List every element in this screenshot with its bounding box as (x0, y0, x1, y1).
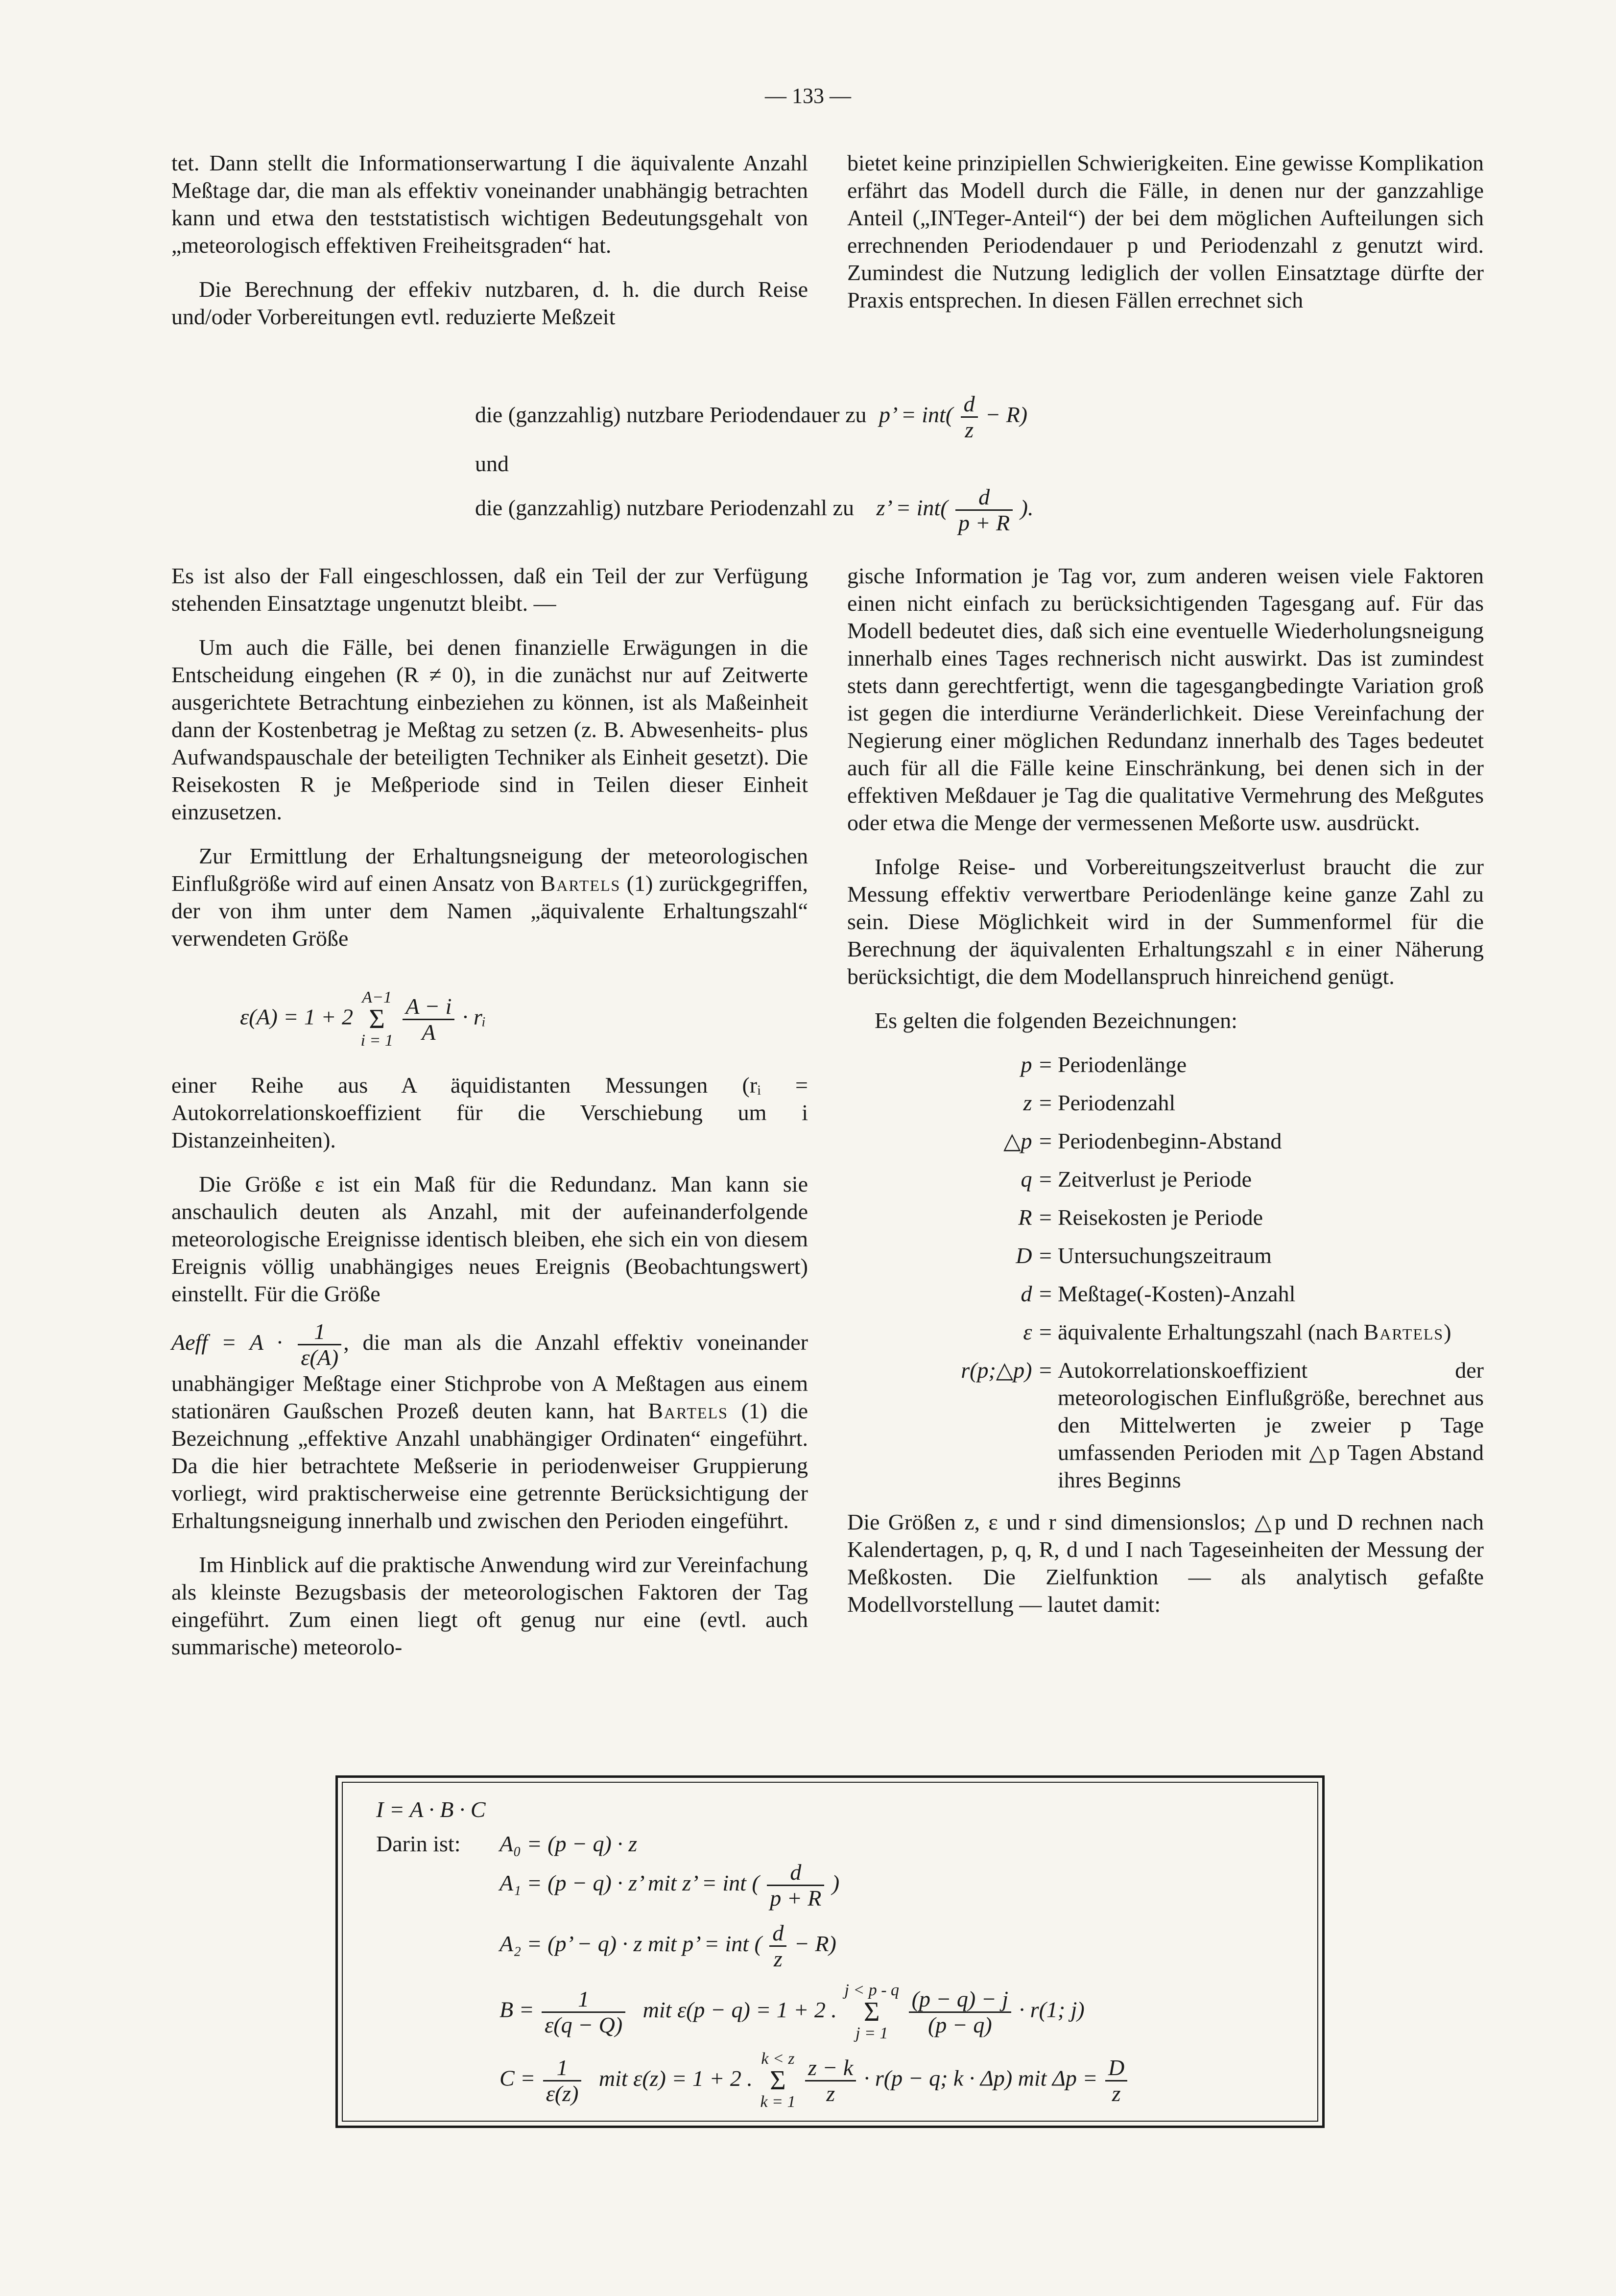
paragraph: Zur Ermittlung der Erhaltungsneigung der meteorologischen Einflußgröße wird auf einen Ansatz von Bartels (1) zurückgegriffen, der von ihm unter dem Namen „äquivalente Erhaltungszahl“ verwendeten Größe (171, 843, 808, 951)
legend-symbol: ε = (1023, 1319, 1053, 1344)
formula-text: die (ganzzahlig) nutzbare Periodenzahl zu (475, 495, 854, 521)
legend-symbol: p = (1021, 1052, 1053, 1077)
fraction-numerator: A − i (403, 994, 454, 1020)
legend-symbol: z = (1023, 1090, 1053, 1115)
fraction-denominator: ε(A) (301, 1345, 339, 1370)
left-column-top (171, 149, 808, 347)
legend-row (847, 1318, 1484, 1346)
legend-definition: Zeitverlust je Periode (1058, 1167, 1252, 1192)
fraction-denominator: p + R (958, 510, 1010, 535)
formula-line-p-prime (475, 392, 1027, 442)
formula-epsilon (171, 969, 808, 1062)
sum-upper: j < p - q (844, 1981, 900, 1999)
fraction (542, 1987, 625, 2037)
sum-sigma: Σ (770, 2065, 786, 2096)
legend-definition: Reisekosten je Periode (1058, 1205, 1263, 1230)
paragraph: gische Information je Tag vor, zum anderen weisen viele Faktoren einen nicht einfach zu berücksichtigenden Tagesgang auf. Für das Modell bedeutet dies, daß sich eine eventuelle Wiederholungsneigung innerhalb eines Tages rechnerisch nicht auswirkt. Das ist zumindest stets dann gerechtfertigt, wenn die tagesgangbedingte Variation groß ist gegen die interdiurne Veränderlichkeit. Diese Vereinfachung der Negierung einer möglichen Redundanz innerhalb des Tages bedeutet auch für all die Fälle keine Einschränkung, bei denen sich in der effektiven Meßdauer je Tag die qualitative Vermehrung des Meßgutes oder etwa die Menge der vermessenen Meßorte usw. ausdrückt. (847, 563, 1484, 835)
fraction (769, 1921, 786, 1971)
paragraph: Die Berechnung der effekiv nutzbaren, d. h. die durch Reise und/oder Vorbereitungen evtl. reduzierte Meßzeit (171, 277, 808, 329)
formula-lhs: Aeff = A · (171, 1330, 283, 1355)
fraction-denominator: ε(z) (546, 2081, 579, 2106)
formula-line-i: I = A · B · C (376, 1797, 486, 1822)
right-column-top (847, 149, 1484, 331)
formula-text: die (ganzzahlig) nutzbare Periodendauer zu (475, 402, 867, 428)
legend-row (847, 1280, 1484, 1308)
paragraph: Die Größe ε ist ein Maß für die Redundanz. Man kann sie anschaulich deuten als Anzahl, mit der aufeinanderfolgende meteorologische Ereignisse identisch bleiben, ehe sich ein von diesem Ereignis völlig unabhängiges neues Ereignis (Beobachtungswert) einstellt. Für die Größe (171, 1172, 808, 1306)
fraction-numerator: d (769, 1921, 786, 1947)
formula-expression: p’ = int( (879, 402, 953, 428)
legend-definition: Periodenlänge (1058, 1052, 1187, 1077)
legend-definition: Untersuchungszeitraum (1058, 1243, 1272, 1268)
legend-definition: Periodenbeginn-Abstand (1058, 1128, 1282, 1153)
fraction-numerator: z − k (805, 2056, 856, 2081)
fraction (1105, 2056, 1127, 2106)
fraction (543, 2056, 582, 2106)
sum-sigma: Σ (863, 1997, 880, 2027)
fraction (909, 1987, 1012, 2037)
legend-symbol: q = (1021, 1167, 1053, 1192)
legend-definition: Meßtage(-Kosten)-Anzahl (1058, 1281, 1296, 1306)
legend-definition: Autokorrelationskoeffizient der meteorologischen Einflußgröße, berechnet aus den Mittelwerten je zweier p Tage umfassenden Perioden mit △p Tagen Abstand ihres Beginns (1058, 1358, 1484, 1492)
formula-line-a0: A₀ = (p − q) · z (499, 1831, 638, 1856)
legend-row (847, 1127, 1484, 1155)
paragraph: Um auch die Fälle, bei denen finanzielle Erwägungen in die Entscheidung eingehen (R ≠ 0), in die zunächst nur auf Zeitwerte ausgerichtete Betrachtung einbeziehen zu können, ist als Maßeinheit dann der Kostenbetrag je Meßtag zu setzen (z. B. Abwesenheits- plus Aufwandspauschale der beteiligten Techniker als Einheit gesetzt). Die Reisekosten R je Meßperiode sind in Teilen dieser Einheit einzusetzen. (171, 635, 808, 824)
fraction-denominator: z (826, 2081, 835, 2106)
legend-row (847, 1204, 1484, 1231)
und-label: und (475, 451, 509, 476)
sum-upper: A−1 (362, 988, 392, 1006)
paragraph: einer Reihe aus A äquidistanten Messungen (rᵢ = Autokorrelationskoeffizient für die Verschiebung um i Distanzeinheiten). (171, 1073, 808, 1152)
fraction-numerator: 1 (542, 1987, 625, 2013)
formula-expression: − R) (985, 402, 1028, 428)
legend-symbol: D = (1016, 1243, 1053, 1268)
summation (360, 988, 393, 1050)
darin-label: Darin ist: (376, 1831, 461, 1856)
formula-expression: z’ = int( (876, 495, 948, 521)
fraction (955, 485, 1013, 535)
fraction-numerator: 1 (543, 2056, 582, 2081)
sum-lower: j = 1 (856, 2024, 888, 2042)
formula-line-b: B = $\frac{1}{\varepsilon(q - Q)}$ mit ε(p − q) = 1 + 2 . j < p - q Σ j = 1 $\frac{(p - q) - j}{(p - q)}$ · r(1; j) (499, 1981, 1085, 2042)
author-name: Bartels (648, 1398, 728, 1423)
legend-symbol: d = (1021, 1281, 1053, 1306)
right-column-bottom (847, 562, 1484, 1635)
formula-rhs: · rᵢ (462, 1004, 486, 1029)
legend-row (847, 1357, 1484, 1494)
author-name: Bartels (540, 871, 621, 896)
paragraph: Aeff = A · $\frac{1}{\varepsilon(A)}$ , die man als die Anzahl effektiv voneinander unabhängiger Meßtage einer Stichprobe von A Meßtagen aus einem stationären Gaußschen Prozeß deuten kann, hat Bartels (1) die Bezeichnung „effektive Anzahl unabhängiger Ordinaten“ eingeführt. Da die hier betrachtete Meßserie in periodenweiser Gruppierung vorliegt, wird praktischerweise eine getrennte Berücksichtigung der Erhaltungsneigung innerhalb und zwischen den Perioden eingeführt. (171, 1319, 808, 1533)
legend-row (847, 1242, 1484, 1269)
sum-upper: k < z (761, 2050, 795, 2068)
summation (844, 1981, 899, 2043)
fraction (805, 2056, 856, 2106)
fraction-numerator: d (955, 485, 1013, 511)
legend-row (847, 1051, 1484, 1078)
paragraph: Die Größen z, ε und r sind dimensionslos; △p und D rechnen nach Kalendertagen, p, q, R, d und I nach Tageseinheiten der Messung der Meßkosten. Die Zielfunktion — als analytisch gefaßte Modellvorstellung — lautet damit: (847, 1509, 1484, 1617)
legend-definition: Periodenzahl (1058, 1090, 1176, 1115)
formula-line-c: C = $\frac{1}{\varepsilon(z)}$ mit ε(z) = 1 + 2 . k < z Σ k = 1 $\frac{z - k}{z}$ · r(p − q; k · Δp) mit Δp = $\frac{D}{z}$ (499, 2050, 1129, 2111)
fraction-denominator: A (422, 1019, 436, 1045)
legend-symbol: R = (1018, 1205, 1053, 1230)
fraction-numerator: d (961, 392, 978, 418)
fraction-denominator: z (965, 417, 974, 442)
summation (760, 2050, 795, 2111)
fraction-denominator: z (1112, 2081, 1121, 2106)
legend-symbol: r(p;△p) = (961, 1358, 1053, 1383)
legend-symbol: △p = (1003, 1128, 1053, 1153)
fraction-denominator: z (773, 1946, 783, 1971)
paragraph: Es ist also der Fall eingeschlossen, daß ein Teil der zur Verfügung stehenden Einsatztage ungenutzt bleibt. — (171, 563, 808, 616)
sum-lower: k = 1 (760, 2093, 796, 2111)
paragraph: Infolge Reise- und Vorbereitungszeitverlust braucht die zur Messung effektiv verwertbare Periodenlänge keine ganze Zahl zu sein. Diese Möglichkeit wird in der Summenformel für die Berechnung der äquivalenten Erhaltungszahl ε in einer Näherung berücksichtigt, die dem Modellanspruch hinreichend genügt. (847, 854, 1484, 989)
paragraph: Im Hinblick auf die praktische Anwendung wird zur Vereinfachung als kleinste Bezugsbasis der meteorologischen Faktoren der Tag eingeführt. Zum einen liegt oft genug nur eine (evtl. auch summarische) meteorolo- (171, 1552, 808, 1659)
formula-line-a1: A₁ = (p − q) · z’ mit z’ = int ( $\frac{d}{p + R}$ ) (499, 1860, 840, 1911)
fraction-numerator: 1 (298, 1319, 341, 1345)
formula-lhs: ε(A) = 1 + 2 (240, 1004, 353, 1029)
legend-row (847, 1166, 1484, 1193)
paragraph: tet. Dann stellt die Informationserwartung I die äquivalente Anzahl Meßtage dar, die man als effektiv voneinander unabhängig betrachten kann und etwa den teststatistisch wichtigen Bedeutungsgehalt von „meteorologisch effektiven Freiheitsgraden“ hat. (171, 150, 808, 258)
fraction (298, 1319, 341, 1370)
symbol-legend (847, 1051, 1484, 1494)
paragraph: bietet keine prinzipiellen Schwierigkeiten. Eine gewisse Komplikation erfährt das Modell durch die Fälle, in denen nur der ganzzahlige Anteil („INTeger-Anteil“) der bei dem möglichen Aufteilungen sich errechnenden Periodendauer p und Periodenzahl z genutzt wird. Zumindest die Nutzung lediglich der vollen Einsatztage dürfte der Praxis entsprechen. In diesen Fällen errechnet sich (847, 150, 1484, 312)
fraction-numerator: d (767, 1860, 824, 1886)
fraction (767, 1860, 824, 1911)
left-column-bottom (171, 562, 808, 1677)
fraction-numerator: (p − q) − j (909, 1987, 1012, 2013)
sum-lower: i = 1 (360, 1031, 393, 1050)
formula-line-z-prime (475, 485, 1033, 535)
objective-function-box (335, 1775, 1325, 2128)
legend-definition: äquivalente Erhaltungszahl (nach Bartels) (1058, 1319, 1451, 1344)
paragraph: Es gelten die folgenden Bezeichnungen: (875, 1008, 1237, 1033)
fraction (961, 392, 978, 442)
fraction-denominator: p + R (770, 1886, 822, 1911)
author-name: Bartels (1363, 1319, 1444, 1344)
fraction-denominator: ε(q − Q) (545, 2012, 623, 2037)
sum-sigma: Σ (369, 1004, 385, 1034)
page-number: — 133 — (765, 84, 851, 108)
formula-line-a2: A₂ = (p’ − q) · z mit p’ = int ( $\frac{d}{z}$ − R) (499, 1920, 836, 1971)
fraction (403, 994, 454, 1045)
fraction-numerator: D (1105, 2056, 1127, 2081)
formula-expression: ). (1020, 495, 1034, 521)
legend-row (847, 1089, 1484, 1117)
fraction-denominator: (p − q) (927, 2012, 992, 2037)
